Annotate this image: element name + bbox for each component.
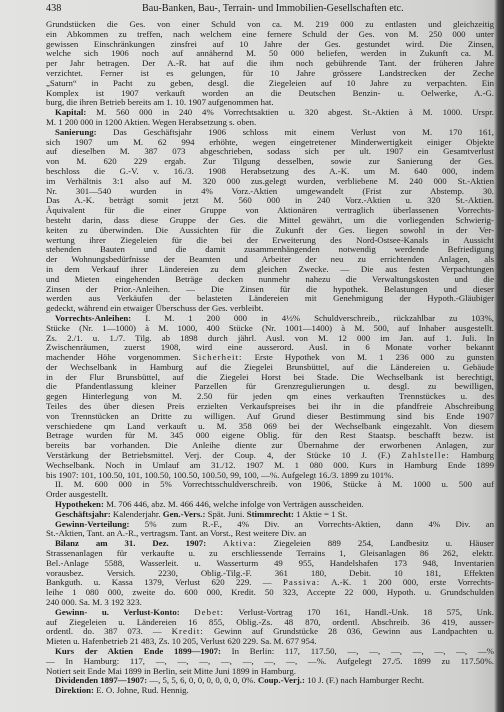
text-run: Hamburg bbox=[449, 450, 494, 461]
text-run: M. 1 200 000 in 1200 Aktien. Wegen Herabsetzung s. oben. bbox=[46, 116, 257, 127]
paragraph-gewinn-verteilung bbox=[46, 520, 494, 540]
text-run: Äquivalent für die einer Gruppe von Aktionären vertraglich überlassenen Vorrechts- bbox=[46, 205, 494, 216]
text-run: A.-K. 1 200 000, erste Vorrechts- bbox=[320, 577, 494, 588]
text-run: Das A.-K. beträgt somit jetzt M. 560 000 in 240 Vorz.-Aktien u. 320 St.-Aktien. bbox=[46, 195, 494, 206]
text-run: Notiert seit Ende Mai 1899 in Berlin, seit Mitte Juni 1899 in Hamburg. bbox=[46, 665, 297, 676]
text-run: Stücke (Nr. 1—1000) à M. 1000, 400 Stücke (Nr. 1001—1400) à M. 500, auf Inhaber ausgestellt. bbox=[46, 322, 494, 333]
text-run: Zinsen der Prior.-Anleihen. — Die Zinsen für die hypothek. Belastungen und dieser bbox=[46, 283, 494, 294]
page-number: 438 bbox=[46, 3, 62, 14]
text-run: 10 J. (F.) nach Hamburger Recht. bbox=[304, 675, 425, 686]
text-run: gegen Hinterlegung von M. 2.50 für jeden qm eines verkauften Trennstückes u. des bbox=[46, 391, 494, 402]
text-run: ordentl. do. 387 073. — bbox=[46, 626, 172, 637]
text-run: Ziegeleien 889 254, Landbesitz u. Häuser bbox=[256, 538, 494, 549]
text-run: in der Flur Brunsbüttel, auf die Ziegelei Horst bei Stade. Die Wechselbank ist berechtigt, bbox=[46, 371, 494, 382]
body-text bbox=[46, 20, 494, 696]
paragraph-anleihe-ii bbox=[46, 480, 494, 500]
text-run: beschloss die G.-V. v. 16./3. 1908 Herabsetzung des A.-K. um M. 640 000, indem bbox=[46, 165, 494, 176]
section-label: Sanierung: bbox=[55, 126, 97, 137]
text-run: die Pfandentlassung kleiner Parzellen für Grenzregulierungen u. desgl. zu bewilligen, bbox=[46, 381, 494, 392]
section-label: Hypotheken: bbox=[55, 499, 104, 510]
text-run: Teiles des über diesen Preis erzielten Verkaufspreises bei ihr in die pfandfreie Abschreibung bbox=[46, 401, 494, 412]
text-line bbox=[46, 539, 494, 549]
section-label: Coup.-Verj.: bbox=[257, 675, 305, 686]
text-run: Betrage wurden für M. 345 000 eigene Oblig. für den Rest Staatsp. beschafft bezw. ist bbox=[46, 430, 494, 441]
section-label: Vorrechts-Anleihen: bbox=[55, 312, 132, 323]
text-run: —, 5, 5, 6, 0, 0, 0, 0, 0, 0, 0%. bbox=[147, 675, 258, 686]
text-run: verzichtet. Ferner ist es gelungen, für 10 Jahre grössere Landstrecken der Zeche bbox=[46, 67, 494, 78]
text-run: Verlust-Vortrag 170 161, Handl.-Unk. 18 575, Unk. bbox=[224, 606, 494, 617]
text-run: Das Geschäftsjahr 1906 schloss mit einem Verlust von M. 170 161, bbox=[96, 126, 494, 137]
text-run: machender Höhe vorgenommen. bbox=[46, 352, 193, 363]
section-label: Stimmrecht: bbox=[246, 508, 294, 519]
text-run: burg, die ihren Betrieb bereits am 1. 10. 1907 aufgenommen hat. bbox=[46, 97, 274, 108]
text-run: wertung ihrer Ziegeleien für die bei der Erweiterung des Nord-Ostsee-Kanals in Aussicht bbox=[46, 234, 494, 245]
paragraph-direktion bbox=[46, 686, 494, 696]
page-header bbox=[46, 3, 494, 15]
text-run: I. M. 1 200 000 in 4½% Schuldverschreib., rückzahlbar zu 103%, bbox=[131, 312, 494, 323]
text-run: keiten zu überwinden. Die Aussichten für die Zukunft der Ges. liegen sowohl in der Ver- bbox=[46, 224, 494, 235]
text-run: Mieten u. Hafenbetrieb 21 483, Zs. 10 205, Verlust 620 229. Sa. M. 677 954. bbox=[46, 636, 317, 647]
section-label: Passiva: bbox=[282, 577, 321, 588]
section-label: Gen.-Vers.: bbox=[162, 508, 206, 519]
text-run: Order ausgestellt. bbox=[46, 489, 109, 500]
text-run: der Wechselbank in Hamburg auf die Ziegelei Brunsbüttel, auf die Ländereien u. Gebäude bbox=[46, 361, 494, 372]
text-run: auf Ziegeleien u. Ländereien 16 855, Oblig.-Zs. 48 870, ordentl. Abschreib. 36 419, ausser- bbox=[46, 616, 494, 627]
text-run: der Wohnungsbedürfnisse der Beamten und Arbeiter der neu zu errichtenden Anlagen, als bbox=[46, 254, 494, 265]
section-label: Gewinn-Verteilung: bbox=[55, 518, 130, 529]
text-run: gewissen Einschränkungen zinsfrei auf 10 Jahre der Ges. gestundet wird. Die Zinsen, bbox=[46, 38, 494, 49]
paragraph-intro bbox=[46, 20, 494, 108]
text-run: Strassenanlagen für verkaufte u. zu erschliessende Terrains 1, Gleisanlagen 86 262, elektr. bbox=[46, 548, 494, 559]
text-run: vorausbez. Versich. 2230, Oblig.-Tilg.-F. 361 180, Debit. 10 181, Effekten bbox=[46, 567, 494, 578]
text-run: Zwischenräumen, zuerst 1908, wird eine ausserord. Ausl. in 6 Monate vorher bekannt bbox=[46, 342, 494, 353]
text-line bbox=[46, 686, 494, 696]
section-label: Aktiva: bbox=[223, 538, 257, 549]
text-run: Spät. Juni. bbox=[205, 508, 247, 519]
section-label: Sicherheit: bbox=[192, 352, 243, 363]
text-run: werden aus Verkäufen der belasteten Ländereien mit Genehmigung der Hypoth.-Gläubiger bbox=[46, 293, 494, 304]
text-run: Bel.-Anlage 5588, Wasserleit. u. Wasserturm 49 955, Handelshafen 173 948, Inventarien bbox=[46, 557, 494, 568]
paragraph-gewinn-verlust-konto bbox=[46, 608, 494, 647]
text-run: In Berlin: 117, 117.50, —, —, —, —, —, —, —% bbox=[220, 646, 494, 656]
text-run: M. 560 000 in 240 4% Vorrechtsaktien u. 320 abgest. St.-Aktien à M. 1000. Urspr. bbox=[86, 107, 494, 118]
text-run: Verstärkung der Betriebsmittel. Verj. der Coup. 4, der Stücke 10 J. (F.) bbox=[46, 450, 402, 461]
section-label: Kurs der Aktien Ende 1899—1907: bbox=[55, 646, 221, 656]
text-line bbox=[46, 480, 494, 490]
line-content bbox=[55, 686, 189, 696]
text-run: im Verhältnis 3:1 also auf M. 320 000 zus.gelegt wurden, verbliebene M. 240 000 St.-Aktien bbox=[46, 175, 494, 186]
section-label: Debet: bbox=[194, 606, 225, 617]
text-run: verschiedene qm Land verkauft u. M. 358 069 bei der Wechselbank eingezahlt. Von diesem bbox=[46, 420, 494, 431]
paragraph-bilanz bbox=[46, 539, 494, 608]
text-run: in dem Verkauf ihrer Ländereien zu dem gleichen Zwecke. — Die aus festen Verpachtungen bbox=[46, 263, 494, 274]
text-run: Wechselbank. Noch in Umlauf am 31./12. 1907 M. 1 080 000. Kurs in Hamburg Ende 1899 bbox=[46, 459, 494, 470]
section-label: Dividenden 1897—1907: bbox=[55, 675, 148, 686]
section-label: Kapital: bbox=[55, 107, 87, 118]
text-run: Gewinn auf Grundstücke 28 036, Gewinn aus Landpachten u. bbox=[203, 626, 494, 637]
text-run: „Saturn“ in Pacht zu geben, desgl. die Ziegeleien auf 10 Jahre zu verpachten. Ein bbox=[46, 77, 494, 88]
text-run: St.-Aktien, Tant. an A.-R., vertragsm. Tant. an Vorst., Rest weitere Div. an bbox=[46, 528, 307, 539]
text-run: 240 000. Sa. M. 3 192 323. bbox=[46, 597, 142, 608]
paragraph-vorrechts-anleihen bbox=[46, 314, 494, 481]
line-content bbox=[46, 451, 494, 461]
text-run: 1 Aktie = 1 St. bbox=[293, 508, 348, 519]
running-title: Bau-Banken, Bau-, Terrain- und Immobilien-Gesellschaften etc. bbox=[142, 3, 404, 14]
text-run: und Mieten eingehenden Beträge decken nunmehr nahezu die Verwaltungskosten und die bbox=[46, 273, 494, 284]
text-run: II. M. 600 000 in 5% Vorrechtsschuldverschreib. von 1906, Stücke à M. 1000 u. 500 auf bbox=[55, 479, 494, 490]
section-label: Geschäftsjahr: bbox=[55, 508, 111, 519]
text-run: M. 706 446, abz. M. 466 446, welche infolge von Verträgen ausscheiden. bbox=[103, 499, 364, 510]
line-content bbox=[55, 539, 494, 549]
text-run: leihe 1 080 000, zweite do. 600 000, Kredit. 50 323, Accepte 22 000, Hypoth. u. Grundschulden bbox=[46, 587, 494, 598]
paragraph-kapital bbox=[46, 108, 494, 128]
section-label: Zahlstelle: bbox=[401, 450, 450, 461]
section-label: Bilanz am 31. Dez. 1907: bbox=[55, 538, 207, 549]
paragraph-sanierung bbox=[46, 128, 494, 314]
section-label: Direktion: bbox=[55, 685, 94, 696]
text-run: Nr. 301—540 wurden in 4% Vorz.-Aktien umgewandelt (Frist zur Abstemp. 30. bbox=[46, 185, 494, 196]
text-run: E. O. Johne, Rud. Hennig. bbox=[93, 685, 189, 696]
text-run: — In Hamburg: 117, —, —, —, —, —, —, —, —%. Aufgelegt 27./5. 1899 zu 117.50%. bbox=[46, 655, 494, 666]
text-run: bis 1907: 101, 100.50, 101, 100.50, 100.50, 100.50, 99, 100, —%. Aufgelegt 16./3. 1899 zu 101%. bbox=[46, 469, 394, 480]
text-run: ein Abkommen zu treffen, nach welchem eine fernere Schuld der Ges. von M. 250 000 unter bbox=[46, 28, 494, 39]
text-run: bereits bar vorhanden. Die Anleihe diente zur Übernahme der erworbenen Anlagen, zur bbox=[46, 440, 494, 451]
text-run: besteht darin, dass diese Gruppe der Ges. die Mittel gewährt, um die vorliegenden Schwierig- bbox=[46, 214, 494, 225]
section-label: Kredit: bbox=[171, 626, 204, 637]
text-run: welche sich 1906 noch auf annähernd M. 50 000 beliefen, werden in Zukunft ca. M. bbox=[46, 48, 494, 59]
text-run bbox=[206, 538, 223, 548]
text-run: stehenden Bauten und die damit zusammenhängenden notwendig werdende Befriedigung bbox=[46, 244, 494, 255]
text-run: sich 1907 um M. 62 994 erhöhte, wegen eingetretener Minderwertigkeit einiger Objekte bbox=[46, 136, 494, 147]
text-run: von Trennstücken an Dritte zu willigen. Auf Grund dieser Bestimmung sind bis Ende 1907 bbox=[46, 410, 494, 421]
text-run: per Jahr betragen. Der A.-R. hat auf die ihm noch gebührende Tant. der früheren Jahre bbox=[46, 58, 494, 69]
text-run: Zs. 2./1. u. 1./7. Tilg. ab 1898 durch jährl. Ausl. von M. 12 000 im Jan. auf 1. Juli. In bbox=[46, 332, 494, 343]
text-run: Erste Hypothek von M. 1 236 000 zu gunsten bbox=[242, 352, 494, 363]
text-run: 5% zum R.-F., 4% Div. an Vorrechts-Aktien, dann 4% Div. an bbox=[129, 518, 494, 529]
paragraph-kurs-der-aktien bbox=[46, 647, 494, 676]
text-run: von M. 620 229 ergab. Zur Tilgung desselben, sowie zur Sanierung der Ges. bbox=[46, 156, 494, 167]
text-run: Kalenderjahr. bbox=[110, 508, 163, 519]
text-run: Komplex ist 1907 verkauft worden an die Deutschen Benzin- u. Oelwerke, A.-G. bbox=[46, 87, 494, 98]
text-run: Bankguth. u. Kassa 1379, Verlust 620 229. — bbox=[46, 577, 283, 588]
text-run: auf dieselben M. 387 073 abgeschrieben, sodass sich per ult. 1907 ein Gesamtverlust bbox=[46, 146, 494, 157]
section-label: Gewinn- u. Verlust-Konto: bbox=[55, 606, 180, 617]
text-line bbox=[46, 451, 494, 461]
text-run bbox=[180, 607, 195, 617]
text-run: gedeckt, während ein etwaiger Überschuss der Ges. verbleibt. bbox=[46, 303, 264, 314]
text-run: Grundstücken die Ges. von einer Schuld von ca. M. 219 000 zu entlasten und gleichzeitig bbox=[46, 20, 494, 29]
line-content bbox=[55, 480, 494, 490]
